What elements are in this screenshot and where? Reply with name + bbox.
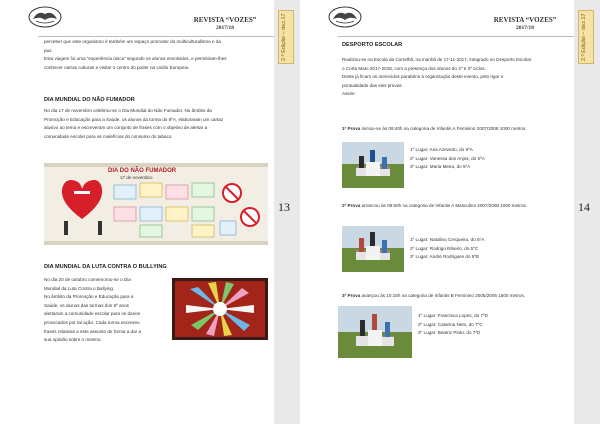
podium-image <box>342 142 404 188</box>
paragraph-line: No âmbito da Promoção e Educação para a <box>44 294 134 300</box>
race-2-label: 2ª Prova <box>342 203 361 208</box>
race-2-text: arrancou às 09:50h na categoria de Infantis A Masculino 2007/2008 1000 metros. <box>360 203 528 208</box>
podium-entry: 1º Lugar: Francisca Lopes, do 7ºD <box>418 313 489 318</box>
left-header-rule <box>38 36 274 37</box>
race-2-description <box>342 202 572 211</box>
paragraph-line: Mundial da Luta Contra o Bullying. <box>44 285 115 291</box>
section-heading-bullying: DIA MUNDIAL DA LUTA CONTRA O BULLYING <box>44 264 167 270</box>
paragraph-line: Saúde, os alunos das turmas dos 8º anos <box>44 302 129 308</box>
podium-entry: 3º Lugar: Maria Meira, do 5ºA <box>410 164 471 170</box>
no-smoking-poster-photo <box>44 163 268 245</box>
race-1-description <box>342 125 572 134</box>
podium-entry: 2º Lugar: Rodrigo Ribeiro, do 5ºC <box>410 245 479 251</box>
paragraph-line: comunidade escolar para os malefícios do consumo do tabaco. <box>44 133 173 139</box>
left-intro-text <box>44 38 270 72</box>
anti-bullying-hands-photo <box>172 278 268 340</box>
podium-entry: 3º Lugar: André Rodrigues do 5ºB <box>410 254 479 260</box>
podium-entry: 3º Lugar: Beatriz Pinto, do 7ºD <box>418 330 481 336</box>
paragraph-line: provocados por tal ação. Cada turma escreveu <box>44 319 140 325</box>
intro-line: o Corta Mato 2017-2018, com a presença dos alunos do 2º e 3º ciclos. <box>342 65 486 71</box>
school-logo-icon <box>28 6 62 28</box>
podium-image <box>342 226 404 272</box>
right-edition-tag <box>578 10 594 64</box>
intro-line: pontualidade das seis provas. <box>342 82 403 88</box>
podium-entry: 1º Lugar: Ana Azevedo, do 5ºA <box>410 147 473 152</box>
race-3-description <box>342 292 572 301</box>
paragraph-line: alusivo ao tema e escreveram um conjunto de frases com o objetivo de alertar a <box>44 125 208 131</box>
race-1-label: 1ª Prova <box>342 126 361 131</box>
race-3-text: avançou às 10:15h na categoria de Infantis B Feminino 2005/2006 1500 metros. <box>360 293 526 298</box>
right-header-title: REVISTA “VOZES” <box>493 16 557 24</box>
intro-line: Deste já ficam os merecidos parabéns à organização deste evento, pelo rigor e <box>342 74 504 80</box>
paragraph-line: frases relativas a este assunto de forma a dar a <box>44 328 142 334</box>
poster-illustration <box>44 163 268 245</box>
hands-artwork <box>172 278 268 340</box>
paragraph-line: sua opinião sobre o mesmo. <box>44 337 102 343</box>
intro-line: conhecer outras culturas e visitar o centro do poder na União Europeia. <box>44 64 190 70</box>
intro-line: Realizou-se na Escola da Correlhã, na manhã de 17-11-2017, integrado no Desporto Escolar <box>342 57 532 62</box>
intro-line: Esta viagem foi uma “experiência única” segundo os alunos envolvidos, e permitiram-lhes <box>44 56 227 62</box>
poster-title: DIA DO NÃO FUMADOR <box>108 168 177 174</box>
race-3-podium-photo <box>338 306 412 358</box>
podium-entry: 2º Lugar: Catarina Neto, do 7ºC <box>418 321 483 327</box>
paragraph-line: No dia 20 de outubro comemorou-se o Dia <box>44 277 131 282</box>
left-header-title: REVISTA “VOZES” <box>193 16 257 24</box>
section-heading-nao-fumador: DIA MUNDIAL DO NÃO FUMADOR <box>44 97 135 103</box>
bullying-text <box>44 276 168 345</box>
desporto-intro-text <box>342 56 568 99</box>
paragraph-line: alertaram a comunidade escolar para os danos <box>44 311 141 317</box>
race-2-podium-list <box>410 236 570 262</box>
race-2-podium-photo <box>342 226 404 272</box>
left-edition-tag <box>278 10 294 64</box>
race-1-text: iniciou-se às 09:40h na categoria de Infantis A Feminino 2007/2008 1000 metros. <box>360 126 527 131</box>
podium-image <box>338 306 412 358</box>
race-3-podium-list <box>418 312 574 338</box>
paragraph-line: Promoção e Educação para a Saúde, os alunos da turma do 8ºA, elaboraram um cartaz <box>44 116 224 122</box>
section-heading-desporto: DESPORTO ESCOLAR <box>342 42 403 48</box>
intro-line: paz. <box>44 47 53 53</box>
podium-entry: 2º Lugar: Vanessa dos Anjos, do 5ºA <box>410 155 485 161</box>
intro-line: perceber que este organismo é também um espaço promotor do multiculturalismo e da <box>44 39 221 44</box>
right-page-number: 14 <box>578 200 590 214</box>
right-header-year: 2017/18 <box>515 25 535 31</box>
paragraph-line: No dia 17 de novembro celebrou-se o Dia Mundial do Não Fumador. No âmbito da <box>44 108 212 113</box>
race-1-podium-photo <box>342 142 404 188</box>
intro-line: Assim: <box>342 91 356 97</box>
left-header-year: 2017/18 <box>215 25 235 31</box>
right-header-rule <box>338 36 574 37</box>
poster-subtitle: 17 de novembro <box>120 175 153 180</box>
podium-entry: 1º Lugar: Natalino Cerqueira, do 5ºA <box>410 237 485 242</box>
left-page-number: 13 <box>278 200 290 214</box>
nao-fumador-text <box>44 107 270 141</box>
right-edition-tag-text: 2.ª Edição – dez.17 <box>581 13 587 61</box>
left-edition-tag-text: 2.ª Edição – dez.17 <box>281 13 287 61</box>
race-3-label: 3ª Prova <box>342 293 361 298</box>
school-logo-icon <box>328 6 362 28</box>
race-1-podium-list <box>410 146 570 172</box>
